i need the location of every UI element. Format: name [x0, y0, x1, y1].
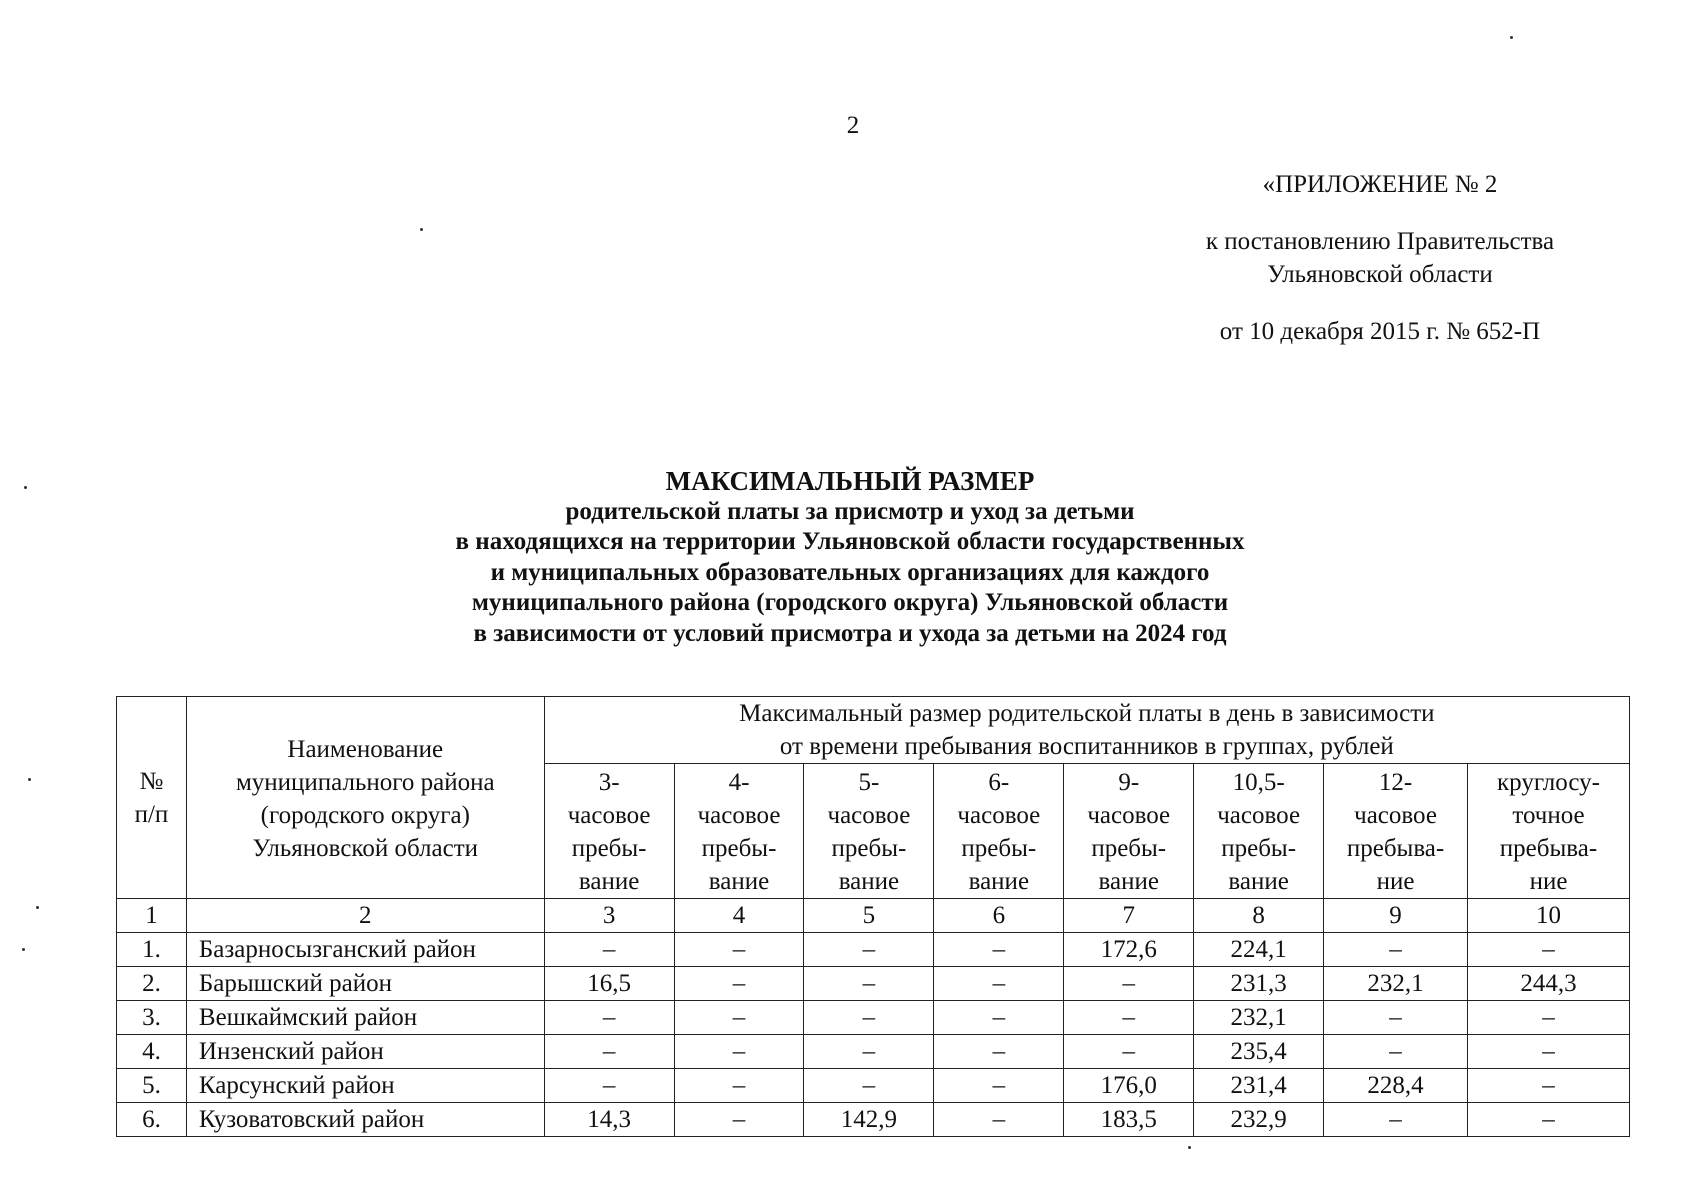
fee-value-cell: 232,1 [1194, 1001, 1324, 1035]
header-col-line: вание [968, 868, 1030, 895]
fee-value-cell: – [934, 1035, 1064, 1069]
fee-value-cell: – [804, 1035, 934, 1069]
fee-value-cell: – [1064, 967, 1194, 1001]
header-col-line: пребы- [571, 835, 647, 862]
fee-value-cell: – [674, 933, 804, 967]
row-number-cell: 5. [117, 1069, 187, 1103]
column-numbers-row [117, 899, 1630, 933]
fee-value-cell: 224,1 [1194, 933, 1324, 967]
group-title-line: Максимальный размер родительской платы в день в зависимости [739, 700, 1435, 727]
header-col-line: пребы- [961, 835, 1037, 862]
header-col-line: часовое [957, 802, 1041, 829]
header-col-8 [1194, 764, 1324, 899]
appendix-date: от 10 декабря 2015 г. № 652-П [1219, 318, 1541, 345]
fee-value-cell: 232,9 [1194, 1103, 1324, 1137]
fee-value-cell: – [934, 933, 1064, 967]
header-col-7 [1064, 764, 1194, 899]
fee-value-cell: – [1468, 1069, 1630, 1103]
header-col-line: 4- [728, 769, 750, 796]
header-col-3 [544, 764, 674, 899]
header-col-line: вание [578, 868, 640, 895]
scan-speck [22, 948, 25, 951]
row-number-cell: 2. [117, 967, 187, 1001]
fee-value-cell: – [934, 1001, 1064, 1035]
fee-value-cell: 172,6 [1064, 933, 1194, 967]
header-num-col [117, 697, 187, 899]
header-col-line: ние [1376, 868, 1415, 895]
header-col-line: вание [838, 868, 900, 895]
header-col-line: 9- [1118, 769, 1140, 796]
row-number-cell: 1. [117, 933, 187, 967]
appendix-block [1180, 168, 1580, 348]
header-col-line: часовое [697, 802, 781, 829]
fee-value-cell: – [544, 1001, 674, 1035]
fee-value-cell: – [1324, 1103, 1468, 1137]
fee-value-cell: – [1324, 933, 1468, 967]
header-col-line: 3- [598, 769, 620, 796]
fee-value-cell: – [1468, 1035, 1630, 1069]
table-row [117, 1103, 1630, 1137]
fee-value-cell: – [934, 1103, 1064, 1137]
fee-value-cell: – [544, 1069, 674, 1103]
header-col-line: пребы- [831, 835, 907, 862]
fee-value-cell: – [544, 933, 674, 967]
header-group-title [544, 697, 1629, 764]
column-number-cell: 2 [186, 899, 544, 933]
fee-value-cell: – [674, 1103, 804, 1137]
header-col-line: часовое [567, 802, 651, 829]
table-row [117, 933, 1630, 967]
header-col-line: 6- [988, 769, 1010, 796]
fee-value-cell: – [934, 967, 1064, 1001]
fee-value-cell: – [804, 1069, 934, 1103]
fee-value-cell: – [1324, 1035, 1468, 1069]
scan-speck [420, 228, 423, 231]
district-name-cell: Карсунский район [186, 1069, 544, 1103]
fee-value-cell: 231,3 [1194, 967, 1324, 1001]
header-col-10 [1468, 764, 1630, 899]
fee-value-cell: – [1468, 1001, 1630, 1035]
fee-value-cell: – [674, 1069, 804, 1103]
district-name-cell: Базарносызганский район [186, 933, 544, 967]
header-col-line: пребы- [1091, 835, 1167, 862]
fees-table-body [117, 899, 1630, 1137]
fee-value-cell: 14,3 [544, 1103, 674, 1137]
column-number-cell: 10 [1468, 899, 1630, 933]
header-col-line: часовое [1217, 802, 1301, 829]
header-col-line: часовое [1354, 802, 1437, 829]
district-name-cell: Вешкаймский район [186, 1001, 544, 1035]
fee-value-cell: – [934, 1069, 1064, 1103]
title-line: и муниципальных образовательных организациях для каждого [490, 558, 1210, 586]
header-col-line: пребы- [1221, 835, 1297, 862]
scan-speck [28, 778, 31, 781]
scan-speck [1510, 36, 1513, 39]
scan-speck [24, 486, 27, 489]
fee-value-cell: – [804, 933, 934, 967]
header-col-line: пребыва- [1499, 835, 1598, 862]
fee-value-cell: 183,5 [1064, 1103, 1194, 1137]
header-col-6 [934, 764, 1064, 899]
table-row [117, 1069, 1630, 1103]
column-number-cell: 7 [1064, 899, 1194, 933]
fee-value-cell: – [804, 967, 934, 1001]
page-number: 2 [846, 112, 860, 139]
title-line: муниципального района (городского округа) Ульяновской области [471, 589, 1229, 616]
scan-speck [1188, 1146, 1191, 1149]
district-name-cell: Барышский район [186, 967, 544, 1001]
header-col-9 [1324, 764, 1468, 899]
fee-value-cell: 235,4 [1194, 1035, 1324, 1069]
column-number-cell: 4 [674, 899, 804, 933]
row-number-cell: 4. [117, 1035, 187, 1069]
header-col-line: вание [708, 868, 770, 895]
table-row [117, 1035, 1630, 1069]
scan-speck [36, 906, 39, 909]
district-name-cell: Инзенский район [186, 1035, 544, 1069]
title-main: МАКСИМАЛЬНЫЙ РАЗМЕР [665, 466, 1035, 496]
table-row [117, 1001, 1630, 1035]
header-col-line: 12- [1378, 769, 1413, 796]
header-name-line: Наименование [287, 735, 444, 763]
column-number-cell: 8 [1194, 899, 1324, 933]
header-col-line: часовое [827, 802, 911, 829]
fee-value-cell: 232,1 [1324, 967, 1468, 1001]
title-line: родительской платы за присмотр и уход за детьми [565, 497, 1135, 525]
table-row [117, 967, 1630, 1001]
row-number-cell: 6. [117, 1103, 187, 1137]
fee-value-cell: – [544, 1035, 674, 1069]
header-col-line: часовое [1087, 802, 1171, 829]
fee-value-cell: 142,9 [804, 1103, 934, 1137]
header-col-line: пребы- [701, 835, 777, 862]
header-col-line: вание [1098, 868, 1159, 895]
header-row-1 [117, 697, 1630, 764]
fee-value-cell: – [804, 1001, 934, 1035]
fee-value-cell: – [1468, 933, 1630, 967]
row-number-cell: 3. [117, 1001, 187, 1035]
title-line: в находящихся на территории Ульяновской области государственных [455, 528, 1245, 555]
column-number-cell: 1 [117, 899, 187, 933]
header-col-line: вание [1228, 868, 1289, 895]
header-col-line: точное [1512, 802, 1585, 829]
fee-value-cell: 176,0 [1064, 1069, 1194, 1103]
fee-value-cell: 244,3 [1468, 967, 1630, 1001]
header-name-line: Ульяновской области [252, 834, 479, 862]
header-col-5 [804, 764, 934, 899]
fee-value-cell: – [674, 967, 804, 1001]
appendix-label: «ПРИЛОЖЕНИЕ № 2 [1262, 171, 1498, 198]
group-title-line: от времени пребывания воспитанников в группах, рублей [779, 733, 1394, 760]
fee-value-cell: 16,5 [544, 967, 674, 1001]
column-number-cell: 6 [934, 899, 1064, 933]
fee-value-cell: 228,4 [1324, 1069, 1468, 1103]
header-col-line: ние [1529, 868, 1568, 895]
column-number-cell: 9 [1324, 899, 1468, 933]
district-name-cell: Кузоватовский район [186, 1103, 544, 1137]
header-num-line: п/п [134, 800, 169, 828]
header-name-col [186, 697, 544, 899]
fee-value-cell: – [674, 1035, 804, 1069]
title-line: в зависимости от условий присмотра и ухода за детьми на 2024 год [473, 619, 1227, 647]
header-num-line: № [139, 767, 164, 795]
header-col-line: 5- [858, 769, 880, 796]
header-col-line: пребыва- [1346, 835, 1445, 862]
header-name-line: (городского округа) [260, 801, 470, 829]
document-title [290, 466, 1410, 649]
header-col-line: 10,5- [1232, 769, 1285, 796]
fees-table [116, 696, 1630, 1137]
fee-value-cell: – [1324, 1001, 1468, 1035]
fee-value-cell: – [1064, 1035, 1194, 1069]
header-name-line: муниципального района [235, 768, 495, 796]
appendix-line-2: Ульяновской области [1267, 261, 1493, 288]
header-col-line: круглосу- [1497, 769, 1600, 796]
appendix-line-1: к постановлению Правительства [1205, 228, 1555, 255]
fee-value-cell: – [1468, 1103, 1630, 1137]
column-number-cell: 3 [544, 899, 674, 933]
header-col-4 [674, 764, 804, 899]
fee-value-cell: – [1064, 1001, 1194, 1035]
fee-value-cell: 231,4 [1194, 1069, 1324, 1103]
fee-value-cell: – [674, 1001, 804, 1035]
column-number-cell: 5 [804, 899, 934, 933]
